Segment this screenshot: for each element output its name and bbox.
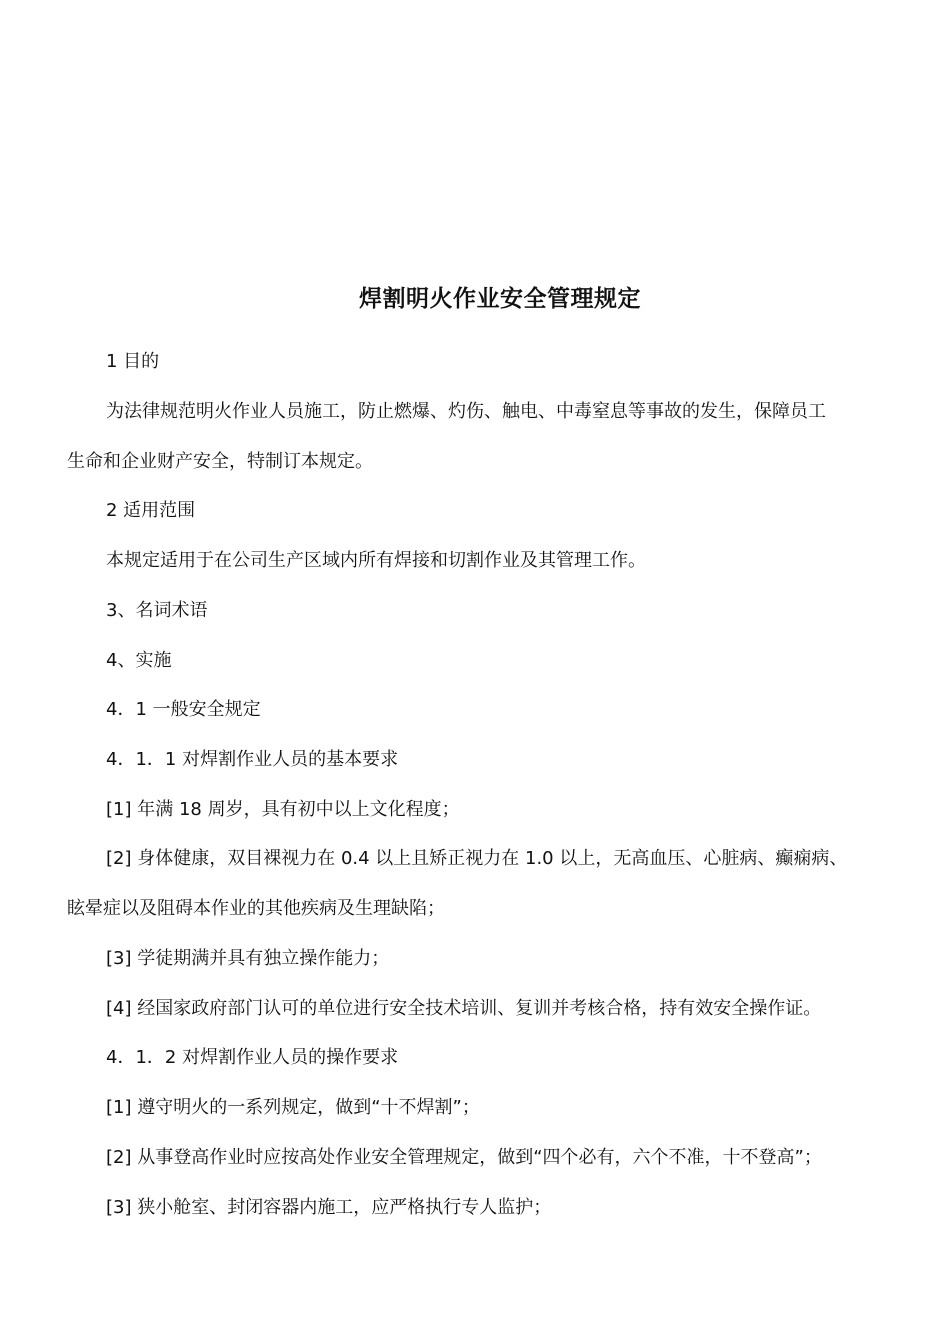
document-title: 焊割明火作业安全管理规定	[359, 286, 641, 312]
section-4-1-1-heading: 4．1．1 对焊割作业人员的基本要求	[106, 749, 399, 770]
paragraph-line: 生命和企业财产安全，特制订本规定。	[67, 451, 373, 472]
section-2-heading: 2 适用范围	[106, 500, 196, 521]
section-4-1-heading: 4．1 一般安全规定	[106, 699, 261, 720]
section-4-1-2-heading: 4．1．2 对焊割作业人员的操作要求	[106, 1047, 399, 1068]
list-item: [1] 年满 18 周岁，具有初中以上文化程度；	[106, 799, 460, 820]
section-4-heading: 4、实施	[106, 650, 172, 671]
section-3-heading: 3、名词术语	[106, 600, 208, 621]
list-item: [2] 从事登高作业时应按高处作业安全管理规定，做到“四个必有，六个不准，十不登高”；	[106, 1147, 822, 1168]
list-item: [3] 狭小舱室、封闭容器内施工，应严格执行专人监护；	[106, 1197, 552, 1218]
section-1-heading: 1 目的	[106, 351, 160, 372]
list-item: [2] 身体健康，双目裸视力在 0.4 以上且矫正视力在 1.0 以上，无高血压、心脏病、癫痫病、	[106, 848, 848, 869]
paragraph-line: 为法律规范明火作业人员施工，防止燃爆、灼伤、触电、中毒窒息等事故的发生，保障员工	[106, 401, 826, 422]
list-item: [3] 学徒期满并具有独立操作能力；	[106, 948, 390, 969]
paragraph-line: 本规定适用于在公司生产区域内所有焊接和切割作业及其管理工作。	[106, 550, 646, 571]
list-item-continuation: 眩晕症以及阻碍本作业的其他疾病及生理缺陷；	[67, 898, 445, 919]
list-item: [4] 经国家政府部门认可的单位进行安全技术培训、复训并考核合格，持有效安全操作证。	[106, 998, 822, 1019]
list-item: [1] 遵守明火的一系列规定，做到“十不焊割”；	[106, 1097, 480, 1118]
